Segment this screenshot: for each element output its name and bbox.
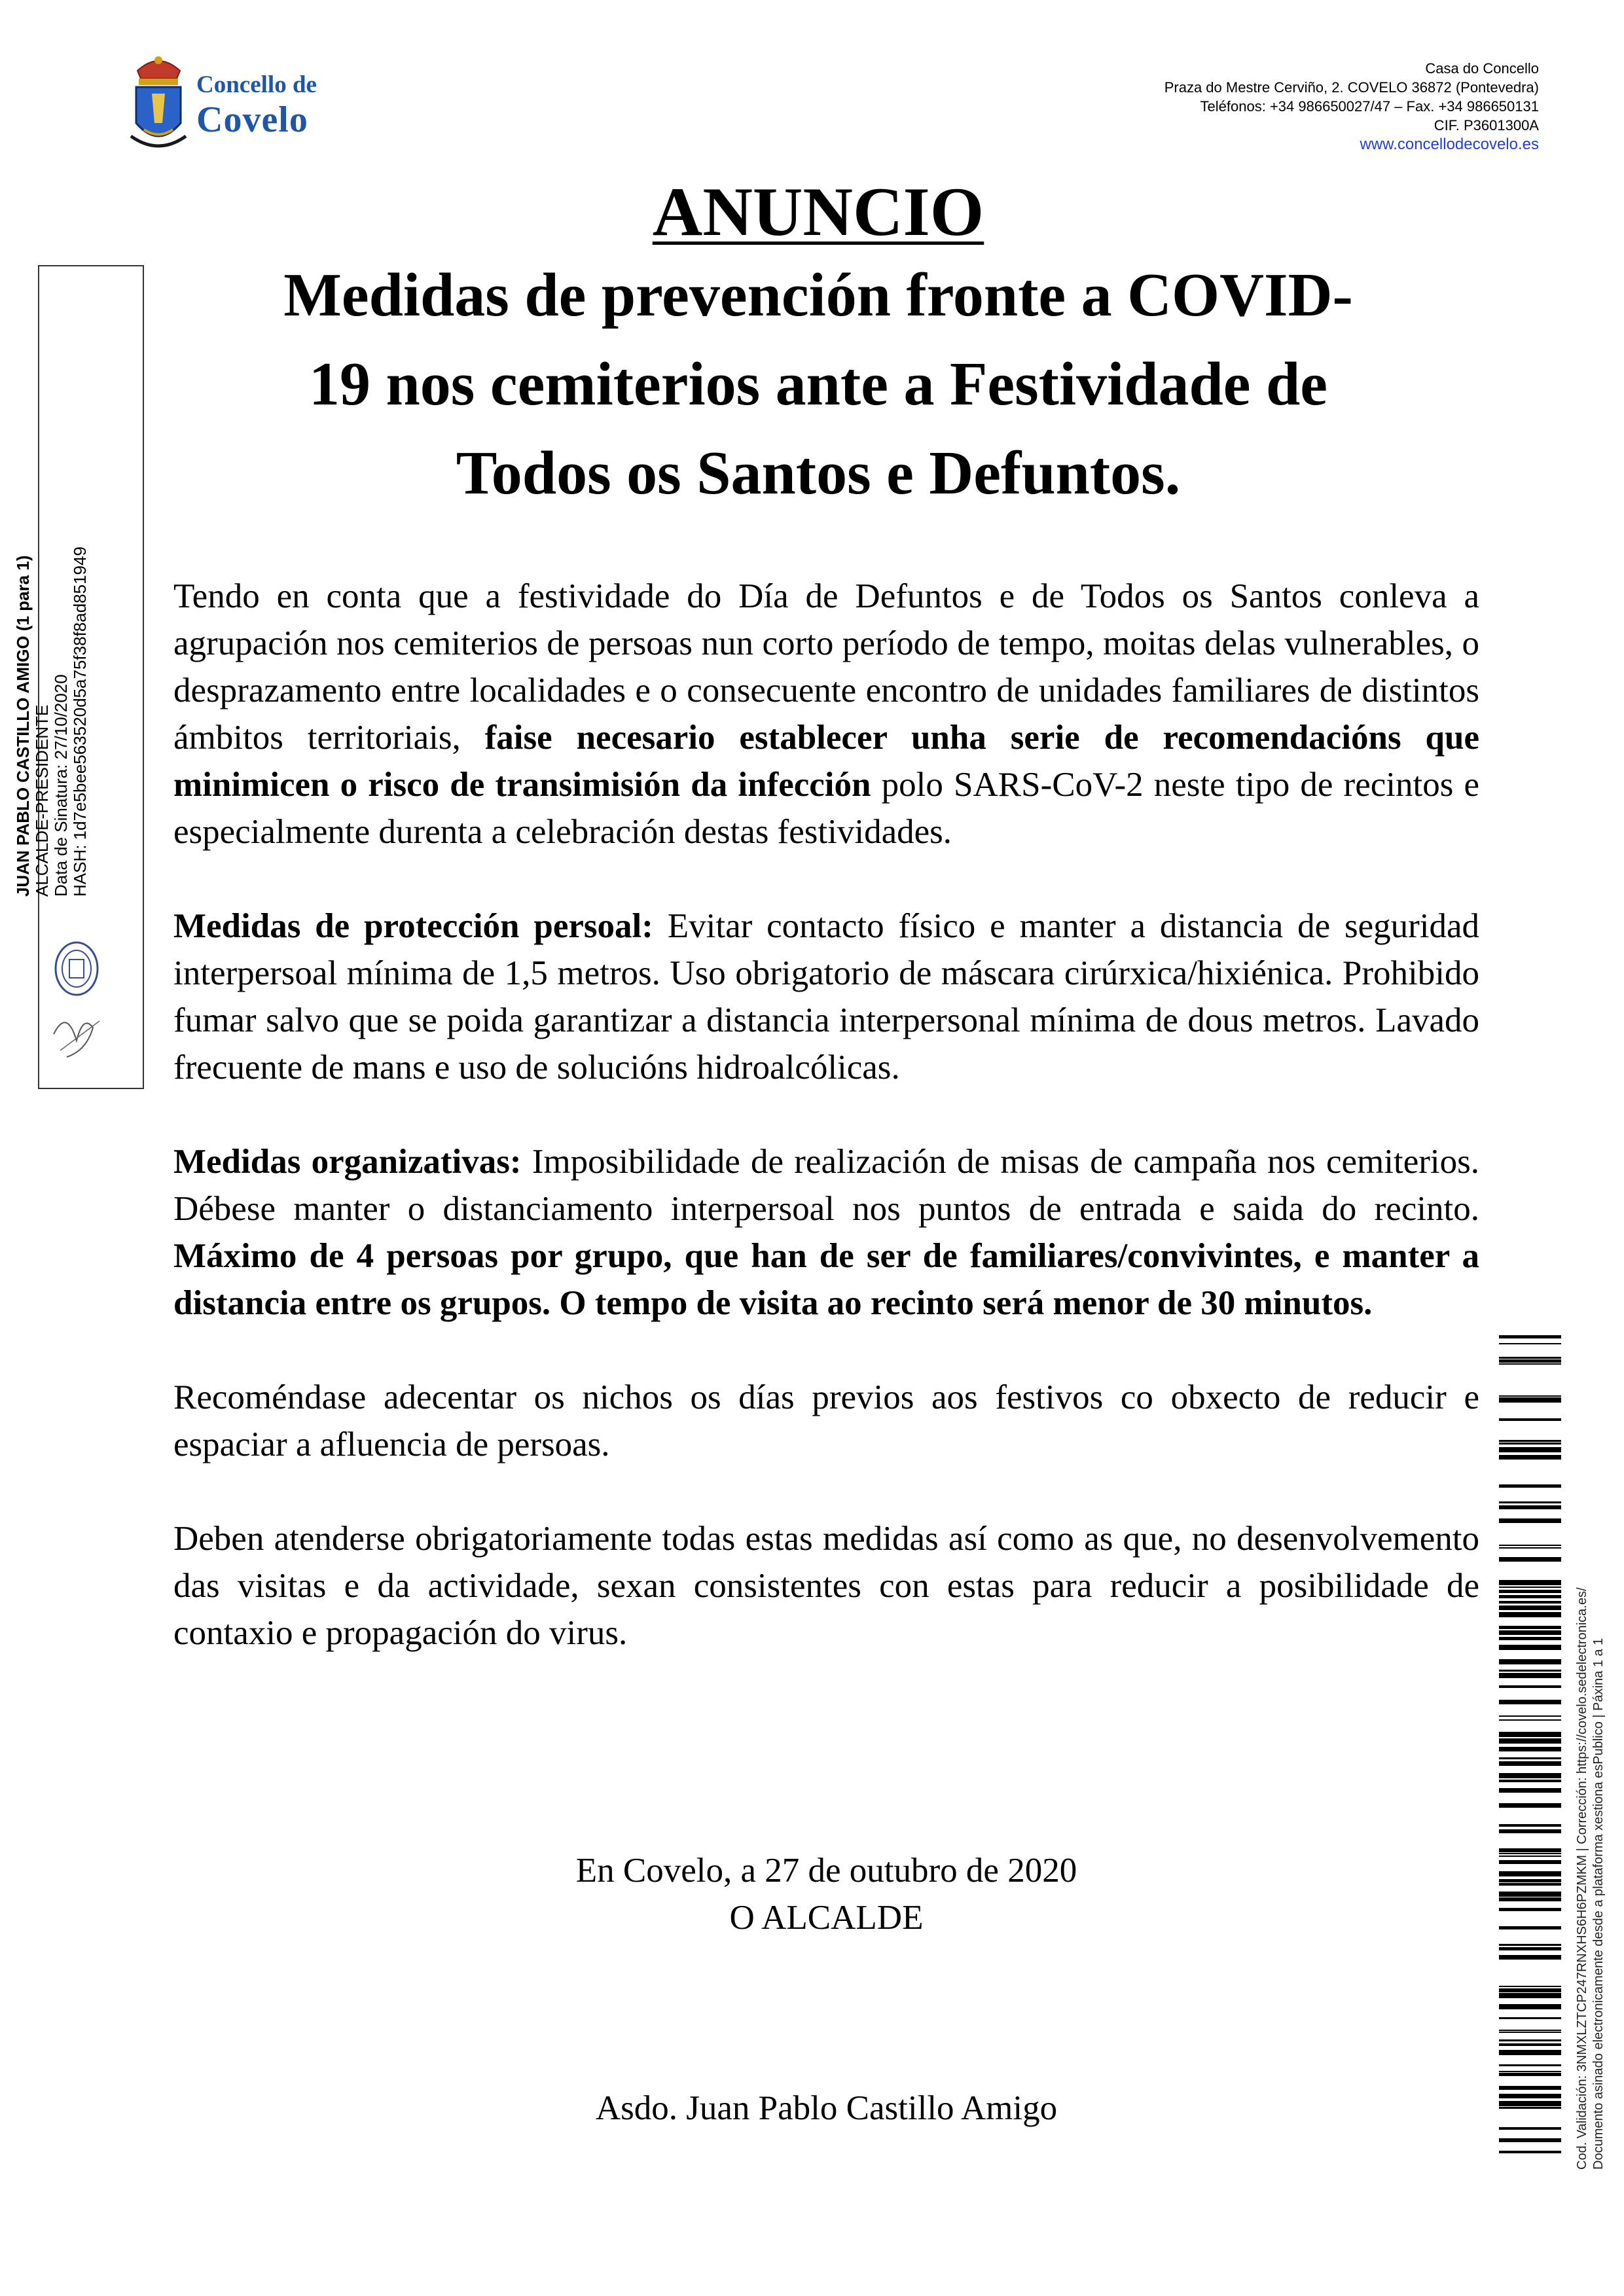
paragraph-organizational-measures: Medidas organizativas: Imposibilidade de realización de misas de campaña nos cemiterios. Débese manter o distanciamento interpersoal nos puntos de entrada e saida do recinto. Máximo de 4 persoas por grupo, que han de ser de familiares/convivintes, e manter a distancia entre os grupos. O tempo de visita ao recinto será menor de 30 minutos. — [173, 1143, 1479, 1322]
validation-text — [1574, 1319, 1607, 2170]
validation-line1: Cod. Validación: 3NMXLZTCP247RNXHS6H6PZMKM | Corrección: https://covelo.sedelectronica.es/ — [1575, 1587, 1589, 2170]
signer-role-label: ALCALDE-PRESIDENTE — [32, 704, 52, 897]
place-date: En Covelo, a 27 de outubro de 2020 — [575, 1852, 1077, 1890]
subtitle-line1: Medidas de prevención fronte a COVID- — [283, 261, 1353, 329]
signature-line: Asdo. Juan Pablo Castillo Amigo — [595, 2089, 1058, 2127]
subtitle-line2: 19 nos cemiterios ante a Festividade de — [308, 350, 1327, 418]
official-seal-icon — [41, 936, 113, 1067]
bold-emphasis: Máximo de 4 persoas por grupo, que han de ser de familiares/convivintes, e manter a distancia entre os grupos. O tempo de visita ao recinto será menor de 30 minutos. — [173, 1237, 1479, 1322]
contact-address — [1164, 59, 1539, 154]
subtitle-line3: Todos os Santos e Defuntos. — [456, 439, 1181, 507]
address-line: Teléfonos: +34 986650027/47 – Fax. +34 986650131 — [1200, 98, 1539, 115]
page-title: ANUNCIO — [652, 173, 984, 250]
paragraph-context: Tendo en conta que a festividade do Día de Defuntos e de Todos os Santos conleva a agrupación nos cemiterios de persoas nun corto período de tempo, moitas delas vulnerables, o desprazamento entre localidades e o consecuente encontro de unidades familiares de distintos ámbitos territoriais, faise necesario establecer unha serie de recomendacións que minimicen o risco de transimisión da infección polo SARS-CoV-2 neste tipo de recintos e especialmente durenta a celebración destas festividades. — [173, 577, 1479, 851]
website-link[interactable]: www.concellodecovelo.es — [1360, 135, 1539, 153]
bold-emphasis: faise necesario establecer unha serie de recomendacións que minimicen o risco de transimisión da infección — [173, 719, 1479, 804]
signer-name: JUAN PABLO CASTILLO AMIGO (1 para 1) — [13, 555, 33, 897]
logo-text-line2: Covelo — [196, 99, 308, 140]
paragraph-compliance: Deben atenderse obrigatoriamente todas estas medidas así como as que, no desenvolvemento das visitas e da actividade, sexan consistentes con estas para reducir a posibilidade de contaxio e propagación do virus. — [173, 1520, 1479, 1652]
validation-line2: Documento asinado electronicamente desde a plataforma xestiona esPublico | Páxina 1 a 1 — [1591, 1638, 1606, 2170]
announcement-heading — [157, 173, 1479, 518]
coat-of-arms-icon — [124, 51, 193, 159]
logo-text-line1: Concello de — [196, 71, 317, 98]
signature-date: Data de Sinatura: 27/10/2020 — [51, 674, 71, 897]
paragraph-personal-measures: Medidas de protección persoal: Evitar contacto físico e manter a distancia de seguridad interpersoal mínima de 1,5 metros. Uso obrigatorio de máscara cirúrxica/hixiénica. Prohibido fumar salvo que se poida garantizar a distancia interpersonal mínima de dous metros. Lavado frecuente de mans e uso de solucións hidroalcólicas. — [173, 907, 1479, 1086]
section-label: Medidas de protección persoal: — [173, 907, 653, 945]
paragraph-recommendation: Recoméndase adecentar os nichos os días previos aos festivos co obxecto de reducir e espaciar a afluencia de persoas. — [173, 1378, 1479, 1463]
section-label: Medidas organizativas: — [173, 1143, 522, 1181]
closing-block — [173, 1847, 1479, 1941]
address-line: CIF. P3601300A — [1434, 117, 1539, 134]
municipal-logo — [124, 46, 360, 160]
address-line: Casa do Concello — [1425, 60, 1539, 77]
digital-signature-text — [14, 124, 90, 897]
validation-barcode — [1499, 1335, 1561, 2153]
signer-role: O ALCALDE — [729, 1899, 924, 1937]
announcement-body — [173, 573, 1479, 1704]
signature-hash: HASH: 1d7e5bee563520d5a75f38f8ad851949 — [70, 547, 90, 897]
address-line: Praza do Mestre Cerviño, 2. COVELO 36872 (Pontevedra) — [1164, 79, 1539, 96]
